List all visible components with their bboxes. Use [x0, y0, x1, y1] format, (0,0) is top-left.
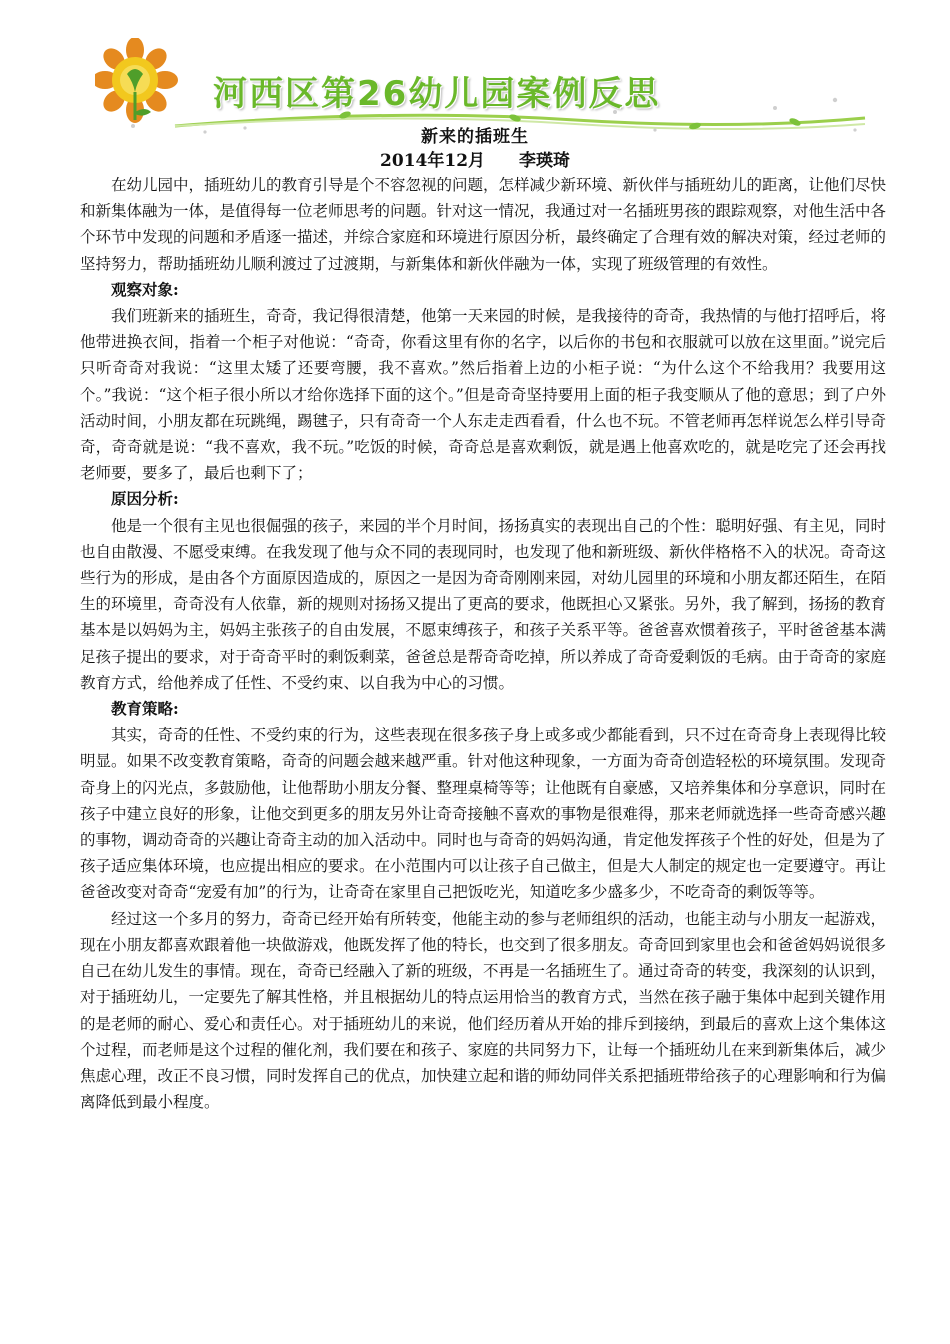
- analysis-paragraph: 他是一个很有主见也很倔强的孩子，来园的半个月时间，扬扬真实的表现出自己的个性：聪明好强、有主见，同时也自由散漫、不愿受束缚。在我发现了他与众不同的表现同时，也发现了他和新班级、新伙伴格格不入的状况。奇奇这些行为的形成，是由各个方面原因造成的，原因之一是因为奇奇刚刚来园，对幼儿园里的环境和小朋友都还陌生，在陌生的环境里，奇奇没有人依靠，新的规则对扬扬又提出了更高的要求，他既担心又紧张。另外，我了解到，扬扬的教育基本是以妈妈为主，妈妈主张孩子的自由发展，不愿束缚孩子，和孩子关系平等。爸爸喜欢惯着孩子，平时爸爸基本满足孩子提出的要求，对于奇奇平时的剩饭剩菜，爸爸总是帮奇奇吃掉，所以养成了奇奇爱剩饭的毛病。由于奇奇的家庭教育方式，给他养成了任性、不受约束、以自我为中心的习惯。: [80, 516, 887, 692]
- strategy-paragraph: 其实，奇奇的任性、不受约束的行为，这些表现在很多孩子身上或多或少都能看到，只不过在奇奇身上表现得比较明显。如果不改变教育策略，奇奇的问题会越来越严重。针对他这种现象，一方面为奇奇创造轻松的环境氛围。发现奇奇身上的闪光点，多鼓励他，让他帮助小朋友分餐、整理桌椅等等；让他既有自豪感，又培养集体和分享意识，同时在孩子中建立良好的形象，让他交到更多的朋友另外让奇奇接触不喜欢的事物是很难得，那来老师就选择一些奇奇感兴趣的事物，调动奇奇的兴趣让奇奇主动的加入活动中。同时也与奇奇的妈妈沟通，肯定他发挥孩子个性的好处，但是为了孩子适应集体环境，也应提出相应的要求。在小范围内可以让孩子自己做主，但是大人制定的规定也一定要遵守。再让爸爸改变对奇奇“宠爱有加”的行为，让奇奇在家里自己把饭吃光，知道吃多少盛多少，不吃奇奇的剩饭等等。: [80, 726, 887, 902]
- section-heading-strategy: 教育策略:: [111, 699, 179, 719]
- observation-paragraph: 我们班新来的插班生，奇奇，我记得很清楚，他第一天来园的时候，是我接待的奇奇，我热情的与他打招呼后，将他带进换衣间，指着一个柜子对他说：“奇奇，你看这里有你的名字，以后你的书包和衣服就可以放在这里面。”说完后只听奇奇对我说：“这里太矮了还要弯腰，我不喜欢。”然后指着上边的小柜子说：“为什么这个不给我用？我要用这个。”我说：“这个柜子很小所以才给你选择下面的这个。”但是奇奇坚持要用上面的柜子我变顺从了他的意思；到了户外活动时间，小朋友都在玩跳绳，踢毽子，只有奇奇一个人东走走西看看，什么也不玩。不管老师再怎样说怎么样引导奇奇，奇奇就是说：“我不喜欢，我不玩。”吃饭的时候，奇奇总是喜欢剩饭，就是遇上他喜欢吃的，就是吃完了还会再找老师要，要多了，最后也剩下了；: [80, 307, 887, 483]
- article-date: 2014年12月: [380, 151, 486, 171]
- article-author: 李瑛琦: [518, 151, 570, 171]
- banner-title: 河西区第26幼儿园案例反思: [213, 74, 661, 114]
- article-title: 新来的插班生: [421, 127, 529, 147]
- section-heading-analysis: 原因分析:: [111, 489, 179, 509]
- intro-paragraph: 在幼儿园中，插班幼儿的教育引导是个不容忽视的问题，怎样减少新环境、新伙伴与插班幼儿的距离，让他们尽快和新集体融为一体，是值得每一位老师思考的问题。针对这一情况，我通过对一名插班男孩的跟踪观察，对他生活中各个环节中发现的问题和矛盾逐一描述，并综合家庭和环境进行原因分析，最终确定了合理有效的解决对策，经过老师的坚持努力，帮助插班幼儿顺利渡过了过渡期，与新集体和新伙伴融为一体，实现了班级管理的有效性。: [80, 176, 887, 273]
- article-body: [80, 172, 886, 1115]
- article-meta: [0, 146, 950, 171]
- sunflower-logo-icon: [95, 38, 178, 123]
- section-heading-observation: 观察对象:: [111, 279, 179, 299]
- conclusion-paragraph: 经过这一个多月的努力，奇奇已经开始有所转变，他能主动的参与老师组织的活动，也能主动与小朋友一起游戏，现在小朋友都喜欢跟着他一块做游戏，他既发挥了他的特长，也交到了很多朋友。奇奇回到家里也会和爸爸妈妈说很多自己在幼儿发生的事情。现在，奇奇已经融入了新的班级，不再是一名插班生了。通过奇奇的转变，我深刻的认识到，对于插班幼儿，一定要先了解其性格，并且根据幼儿的特点运用恰当的教育方式，当然在孩子融于集体中起到关键作用的是老师的耐心、爱心和责任心。对于插班幼儿的来说，他们经历着从开始的排斥到接纳，到最后的喜欢上这个集体这个过程，而老师是这个过程的催化剂，我们要在和孩子、家庭的共同努力下，让每一个插班幼儿在来到新集体后，减少焦虑心理，改正不良习惯，同时发挥自己的优点，加快建立起和谐的师幼同伴关系把插班带给孩子的心理影响和行为偏离降低到最小程度。: [80, 909, 887, 1112]
